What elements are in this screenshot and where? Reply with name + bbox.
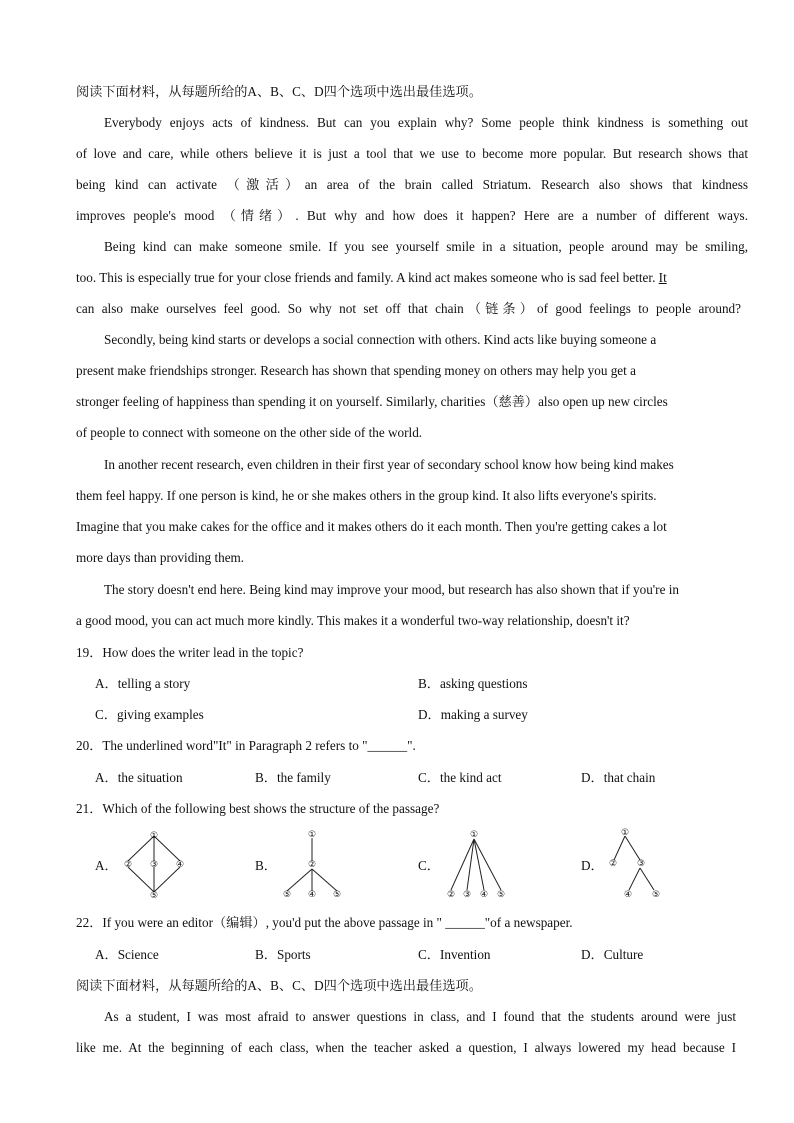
q21-option-c-label[interactable]: C． <box>418 858 440 873</box>
q19-option-b[interactable]: B．asking questions <box>418 676 528 691</box>
q19-option-d[interactable]: D．making a survey <box>418 707 528 722</box>
passage1-line-with-underline <box>76 268 736 288</box>
passage1-line-text: too. This is especially true for your close friends and family. A kind act makes someone who is sad feel better. <box>76 270 656 285</box>
node-1: ① <box>149 831 159 841</box>
q21-diagram-a[interactable] <box>118 829 190 905</box>
q21-diagram-c[interactable] <box>440 829 514 905</box>
passage1-line: of love and care, while others believe it is just a tool that we use to become more popular. But research shows that <box>76 146 748 161</box>
passage1-line: Imagine that you make cakes for the office and it makes others do it each month. Then you're getting cakes a lot <box>76 519 667 534</box>
q21-diagram-b[interactable] <box>278 829 348 905</box>
node-4: ④ <box>479 890 489 900</box>
node-5: ⑤ <box>651 890 661 900</box>
node-3: ③ <box>149 860 159 870</box>
question-21-stem: 21．Which of the following best shows the structure of the passage? <box>76 801 440 816</box>
passage2-line: like me. At the beginning of each class, when the teacher asked a question, I always lowered my head because I <box>76 1040 736 1055</box>
section2-instruction: 阅读下面材料，从每题所给的A、B、C、D四个选项中选出最佳选项。 <box>76 978 482 993</box>
passage1-line: In another recent research, even children in their first year of secondary school know how being kind makes <box>104 457 674 472</box>
node-1: ① <box>307 830 317 840</box>
passage1-line: more days than providing them. <box>76 550 245 565</box>
node-3: ③ <box>462 890 472 900</box>
question-20-stem: 20．The underlined word"It" in Paragraph 2 refers to "______". <box>76 738 416 753</box>
node-4: ④ <box>623 890 633 900</box>
q20-option-b[interactable]: B．the family <box>255 770 331 785</box>
node-4: ④ <box>307 890 317 900</box>
passage1-line: can also make ourselves feel good. So why not set off that chain（链条）of good feelings to people around? <box>76 301 741 316</box>
node-5: ⑤ <box>496 890 506 900</box>
passage1-line: of people to connect with someone on the other side of the world. <box>76 425 423 440</box>
q22-option-c[interactable]: C．Invention <box>418 947 491 962</box>
passage1-line: a good mood, you can act much more kindly. This makes it a wonderful two-way relationship, doesn't it? <box>76 613 630 628</box>
q21-option-a-label[interactable]: A． <box>95 858 118 873</box>
q20-option-c[interactable]: C．the kind act <box>418 770 502 785</box>
passage1-line: The story doesn't end here. Being kind may improve your mood, but research has also shown that if you're in <box>104 582 679 597</box>
question-19-stem: 19．How does the writer lead in the topic? <box>76 645 304 660</box>
question-22-stem: 22．If you were an editor（编辑）, you'd put the above passage in " ______"of a newspaper. <box>76 915 573 930</box>
passage1-line: stronger feeling of happiness than spending it on yourself. Similarly, charities（慈善）also open up new circles <box>76 394 668 409</box>
section1-instruction: 阅读下面材料，从每题所给的A、B、C、D四个选项中选出最佳选项。 <box>76 84 482 99</box>
node-2: ② <box>446 890 456 900</box>
passage1-line: improves people's mood （情绪）. But why and how does it happen? Here are a number of different ways. <box>76 208 748 223</box>
passage2-line: As a student, I was most afraid to answer questions in class, and I found that the students around were just <box>104 1009 736 1024</box>
passage1-line: them feel happy. If one person is kind, he or she makes others in the group kind. It also lifts everyone's spirits. <box>76 488 657 503</box>
passage1-line: Secondly, being kind starts or develops a social connection with others. Kind acts like buying someone a <box>104 332 657 347</box>
underlined-it: It <box>658 270 667 285</box>
q20-option-a[interactable]: A．the situation <box>95 770 183 785</box>
node-2: ② <box>123 860 133 870</box>
q22-option-b[interactable]: B．Sports <box>255 947 311 962</box>
node-1: ① <box>469 830 479 840</box>
node-2: ② <box>608 859 618 869</box>
q21-diagram-d[interactable] <box>602 827 666 905</box>
q19-option-c[interactable]: C．giving examples <box>95 707 204 722</box>
node-2: ② <box>307 860 317 870</box>
node-3: ③ <box>636 859 646 869</box>
passage1-line: Everybody enjoys acts of kindness. But can you explain why? Some people think kindness is something out <box>104 115 748 130</box>
q22-option-d[interactable]: D．Culture <box>581 947 644 962</box>
q21-option-d-label[interactable]: D． <box>581 858 604 873</box>
node-5: ⑤ <box>332 890 342 900</box>
q22-option-a[interactable]: A．Science <box>95 947 159 962</box>
node-5: ⑤ <box>282 890 292 900</box>
node-5: ⑤ <box>149 891 159 901</box>
node-1: ① <box>620 828 630 838</box>
node-4: ④ <box>175 860 185 870</box>
passage1-line: Being kind can make someone smile. If you see yourself smile in a situation, people around may be smiling, <box>104 239 748 254</box>
q20-option-d[interactable]: D．that chain <box>581 770 656 785</box>
passage1-line: being kind can activate （激活）an area of the brain called Striatum. Research also shows that kindness <box>76 177 748 192</box>
q19-option-a[interactable]: A．telling a story <box>95 676 191 691</box>
passage1-line: present make friendships stronger. Research has shown that spending money on others may help you get a <box>76 363 636 378</box>
q21-option-b-label[interactable]: B． <box>255 858 277 873</box>
